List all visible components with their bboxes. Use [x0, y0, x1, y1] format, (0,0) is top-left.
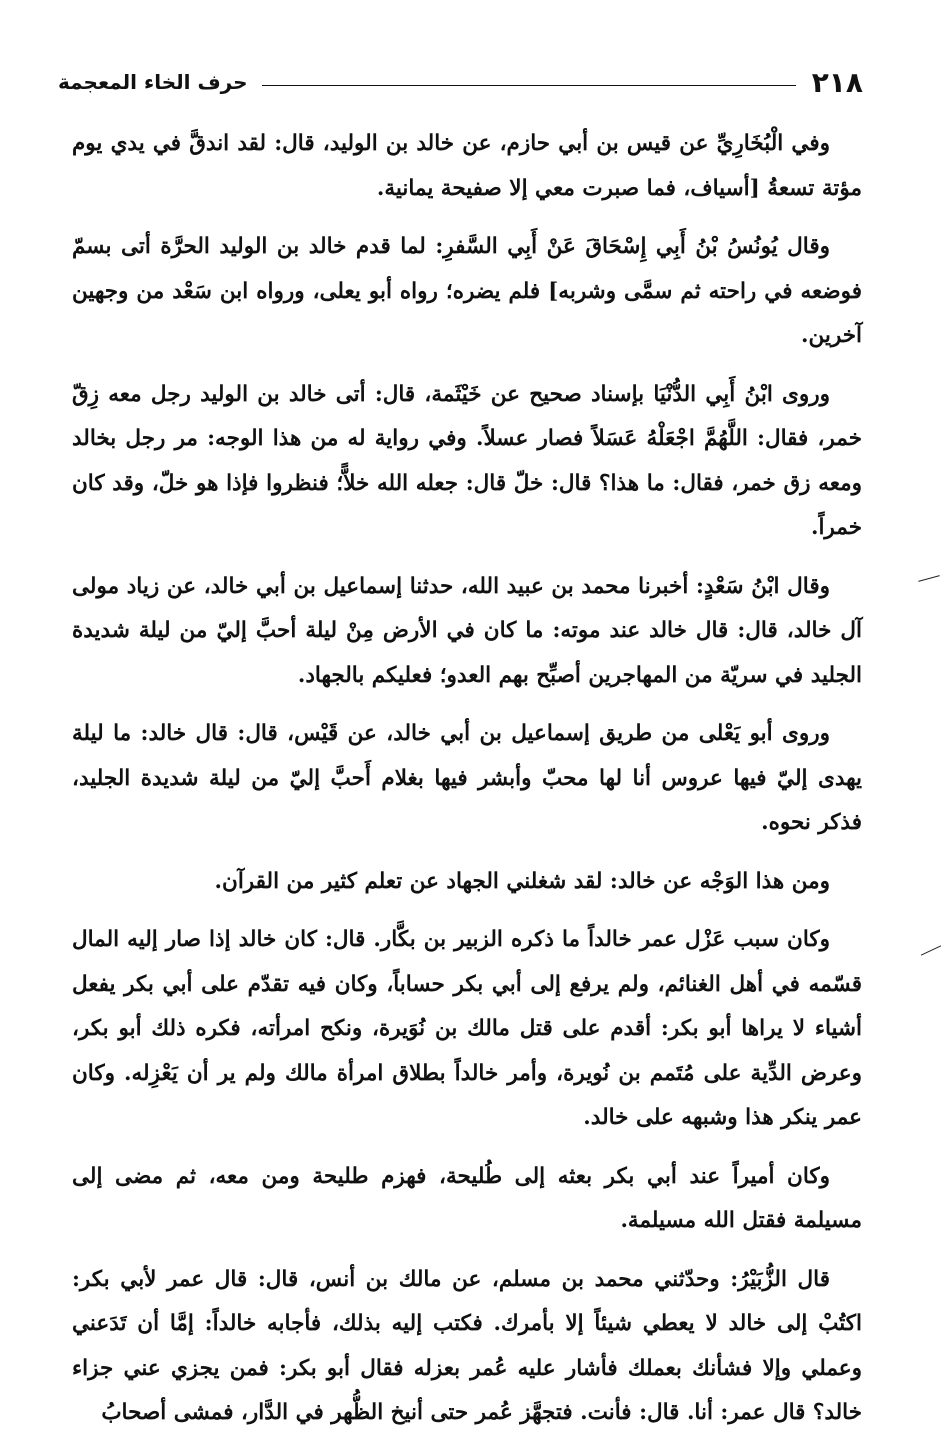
- page-header: [58, 62, 863, 102]
- margin-mark: [918, 575, 940, 582]
- running-head: حرف الخاء المعجمة: [58, 70, 248, 94]
- paragraph-9: قال الزُّبَيْرُ: وحدّثني محمد بن مسلم، عن مالك بن أنس، قال: قال عمر لأبي بكر: اكتُبْ إلى خالد لا يعطي شيئاً إلا بأمرك. فكتب إليه بذلك، فأجابه خالداً: إمَّا أن تَدَعني وعملي وإلا فشأنك بعملك فأشار عليه عُمر بعزله فقال أبو بكر: فمن يجزي عني جزاء خالد؟ قال عمر: أنا. قال: فأنت. فتجهَّز عُمر حتى أنيخ الظُّهر في الدَّار، فمشى أصحابُ: [72, 1266, 862, 1425]
- paragraph-4: وقال ابْنُ سَعْدٍ: أخبرنا محمد بن عبيد الله، حدثنا إسماعيل بن أبي خالد، عن زياد مولى آل خالد، قال: قال خالد عند موته: ما كان في الأرض مِنْ ليلة أحبَّ إليّ من ليلة شديدة الجليد في سريّة من المهاجرين أصبِّح بهم العدو؛ فعليكم بالجهاد.: [72, 573, 862, 688]
- page-number: ٢١٨: [811, 65, 863, 99]
- paragraph-8: وكان أميراً عند أبي بكر بعثه إلى طُليحة، فهزم طليحة ومن معه، ثم مضى إلى مسيلمة فقتل الله مسيلمة.: [72, 1163, 862, 1233]
- paragraph-3: وروى ابْنُ أَبِي الدُّنْيَا بإسناد صحيح عن خَيْثَمة، قال: أتى خالد بن الوليد رجل معه زِقّ خمر، فقال: اللَّهُمَّ اجْعَلْهُ عَسَلاً فصار عسلاً. وفي رواية له من هذا الوجه: مر رجل بخالد ومعه زق خمر، فقال: ما هذا؟ قال: خلّ قال: جعله الله خلاًّ؛ فنظروا فإذا هو خلّ، وقد كان خمراً.: [72, 381, 862, 540]
- header-rule: [262, 85, 796, 86]
- page-body: [72, 122, 862, 1450]
- margin-mark: [921, 945, 941, 955]
- paragraph-5: وروى أبو يَعْلى من طريق إسماعيل بن أبي خالد، عن قَيْس، قال: قال خالد: ما ليلة يهدى إليّ فيها عروس أنا لها محبّ وأبشر فيها بغلام أَحبَّ إليّ من ليلة شديدة الجليد، فذكر نحوه.: [72, 721, 862, 835]
- paragraph-6: ومن هذا الوَجْه عن خالد: لقد شغلني الجهاد عن تعلم كثير من القرآن.: [214, 868, 830, 894]
- paragraph-1: وفي الْبُخَارِيِّ عن قيس بن أبي حازم، عن خالد بن الوليد، قال: لقد اندقَّ في يدي يوم مؤتة تسعةُ [أسياف، فما صبرت معي إلا صفيحة يمانية.: [72, 131, 862, 201]
- paragraph-7: وكان سبب عَزْل عمر خالداً ما ذكره الزبير بن بكَّار. قال: كان خالد إذا صار إليه المال قسّمه في أهل الغنائم، ولم يرفع إلى أبي بكر حساباً، وكان فيه تقدّم على أبي بكر يفعل أشياء لا يراها أبو بكر: أقدم على قتل مالك بن نُوَيرة، ونكح امرأته، فكره ذلك أبو بكر، وعرض الدِّية على مُتَمم بن نُويرة، وأمر خالداً بطلاق امرأة مالك ولم ير أن يَعْزِله. وكان عمر ينكر هذا وشبهه على خالد.: [72, 927, 862, 1130]
- paragraph-2: وقال يُونُسُ بْنُ أَبِي إِسْحَاقَ عَنْ أَبِي السَّفرِ: لما قدم خالد بن الوليد الحرَّة أتى بسمّ فوضعه في راحته ثم سمَّى وشربه] فلم يضره؛ رواه أبو يعلى، ورواه ابن سَعْد من وجهين آخرين.: [72, 234, 862, 348]
